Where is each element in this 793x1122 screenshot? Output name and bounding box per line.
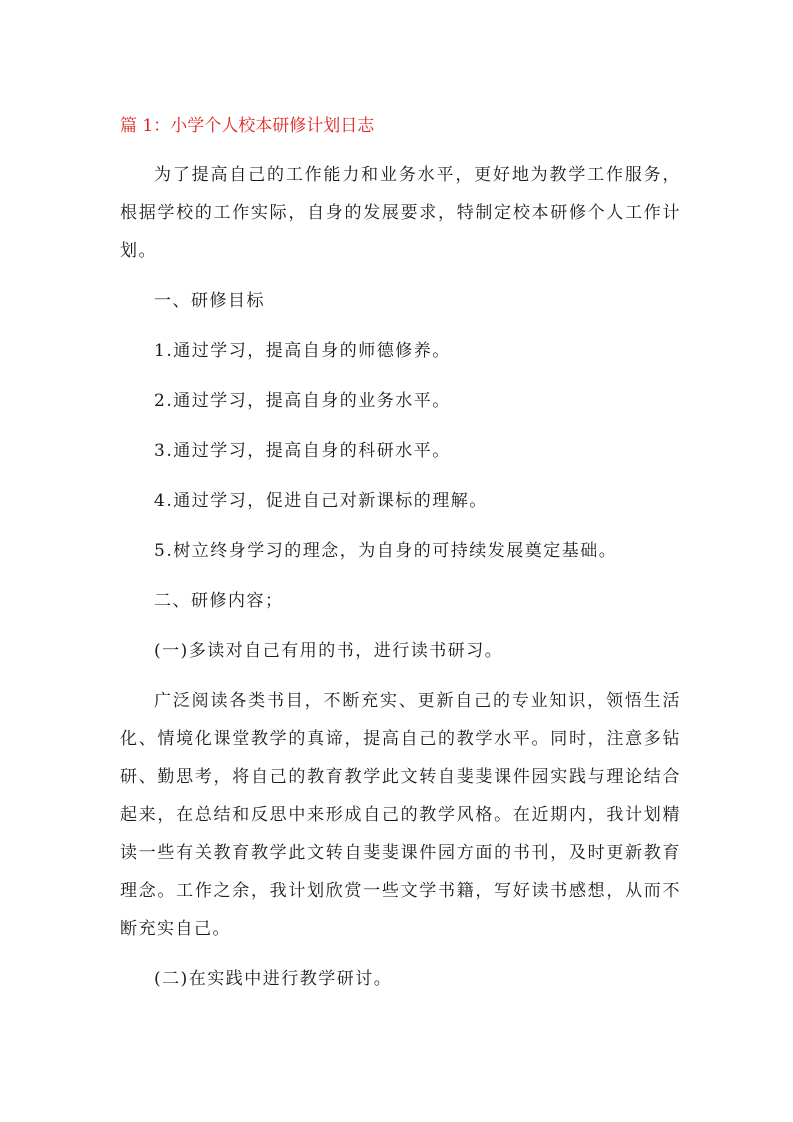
- goal-item: 1.通过学习，提高自身的师德修养。: [154, 341, 451, 361]
- goal-item: 4.通过学习，促进自己对新课标的理解。: [154, 491, 488, 511]
- section-heading-goals: 一、研修目标: [154, 291, 265, 311]
- intro-paragraph: 为了提高自己的工作能力和业务水平，更好地为教学工作服务，根据学校的工作实际，自身的发展要求，特制定校本研修个人工作计划。: [120, 165, 681, 261]
- goal-item: 3.通过学习，提高自身的科研水平。: [154, 441, 451, 461]
- subsection-heading-reading: (一)多读对自己有用的书，进行读书研习。: [154, 641, 504, 661]
- goal-item: 5.树立终身学习的理念，为自身的可持续发展奠定基础。: [154, 541, 618, 561]
- goal-item: 2.通过学习，提高自身的业务水平。: [154, 391, 451, 411]
- reading-paragraph: 广泛阅读各类书目，不断充实、更新自己的专业知识，领悟生活化、情境化课堂教学的真谛，提高自己的教学水平。同时，注意多钻研、勤思考，将自己的教育教学此文转自斐斐课件园实践与理论结合起来，在总结和反思中来形成自己的教学风格。在近期内，我计划精读一些有关教育教学此文转自斐斐课件园方面的书刊，及时更新教育理念。工作之余，我计划欣赏一些文学书籍，写好读书感想，从而不断充实自己。: [120, 691, 681, 939]
- subsection-heading-practice: (二)在实践中进行教学研讨。: [154, 969, 393, 989]
- section-heading-content: 二、研修内容；: [154, 591, 284, 611]
- document-title: 篇 1：小学个人校本研修计划日志: [120, 116, 375, 136]
